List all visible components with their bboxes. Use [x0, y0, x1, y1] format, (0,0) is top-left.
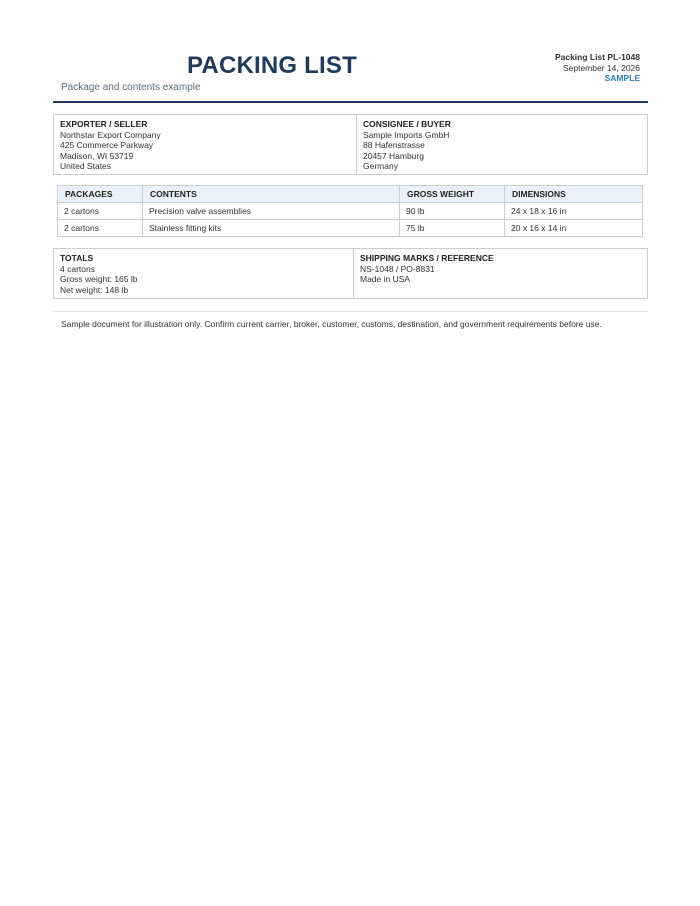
table-header-row — [58, 186, 643, 203]
column-header-dimensions: DIMENSIONS — [505, 186, 643, 203]
totals-line: 4 cartons — [60, 263, 95, 274]
exporter-block — [54, 115, 357, 174]
packing-list-number: Packing List PL-1048 — [554, 52, 640, 62]
totals-block — [54, 249, 354, 298]
cell-dimensions: 24 x 18 x 16 in — [505, 203, 643, 220]
exporter-line: Madison, WI 53719 — [60, 150, 134, 161]
column-header-gross-weight: GROSS WEIGHT — [400, 186, 505, 203]
footer-divider — [53, 311, 648, 312]
document-date: September 14, 2026 — [562, 62, 640, 73]
cell-contents: Precision valve assemblies — [143, 203, 400, 220]
totals-box — [53, 248, 648, 299]
cell-contents: Stainless fitting kits — [143, 220, 400, 237]
column-header-contents: CONTENTS — [143, 186, 400, 203]
column-header-packages: PACKAGES — [58, 186, 143, 203]
table-row — [58, 220, 643, 237]
document-subtitle: Package and contents example — [61, 82, 201, 93]
consignee-line: Sample Imports GmbH — [363, 129, 450, 140]
table-row — [58, 203, 643, 220]
header-rule — [53, 101, 648, 103]
document-title: PACKING LIST — [187, 52, 357, 79]
exporter-label: EXPORTER / SELLER — [60, 119, 148, 129]
shipping-marks-line: Made in USA — [360, 274, 411, 284]
document-meta — [555, 52, 640, 84]
consignee-block — [357, 115, 647, 174]
exporter-line: Northstar Export Company — [60, 129, 161, 140]
totals-line: Gross weight: 165 lb — [60, 274, 138, 284]
consignee-line: Germany — [363, 161, 398, 171]
exporter-line: United States — [60, 161, 112, 171]
cell-packages: 2 cartons — [58, 220, 143, 237]
disclaimer-note: Sample document for illustration only. Confirm current carrier, broker, customer, customs, destination, and government requirements before use. — [61, 319, 602, 329]
consignee-label: CONSIGNEE / BUYER — [363, 119, 451, 129]
cell-packages: 2 cartons — [58, 203, 143, 220]
cell-dimensions: 20 x 16 x 14 in — [505, 220, 643, 237]
consignee-line: 20457 Hamburg — [363, 150, 424, 161]
totals-line: Net weight: 148 lb — [60, 284, 129, 295]
exporter-line: 425 Commerce Parkway — [60, 140, 154, 150]
shipping-marks-label: SHIPPING MARKS / REFERENCE — [360, 253, 494, 263]
totals-label: TOTALS — [60, 253, 94, 263]
items-table — [57, 185, 643, 237]
shipping-marks-block — [354, 249, 647, 298]
parties-box — [53, 114, 648, 175]
cell-gross-weight: 90 lb — [400, 203, 505, 220]
shipping-marks-line: NS-1048 / PO-8831 — [360, 263, 435, 274]
sample-badge: SAMPLE — [604, 73, 640, 83]
consignee-line: 88 Hafenstrasse — [363, 140, 425, 150]
cell-gross-weight: 75 lb — [400, 220, 505, 237]
